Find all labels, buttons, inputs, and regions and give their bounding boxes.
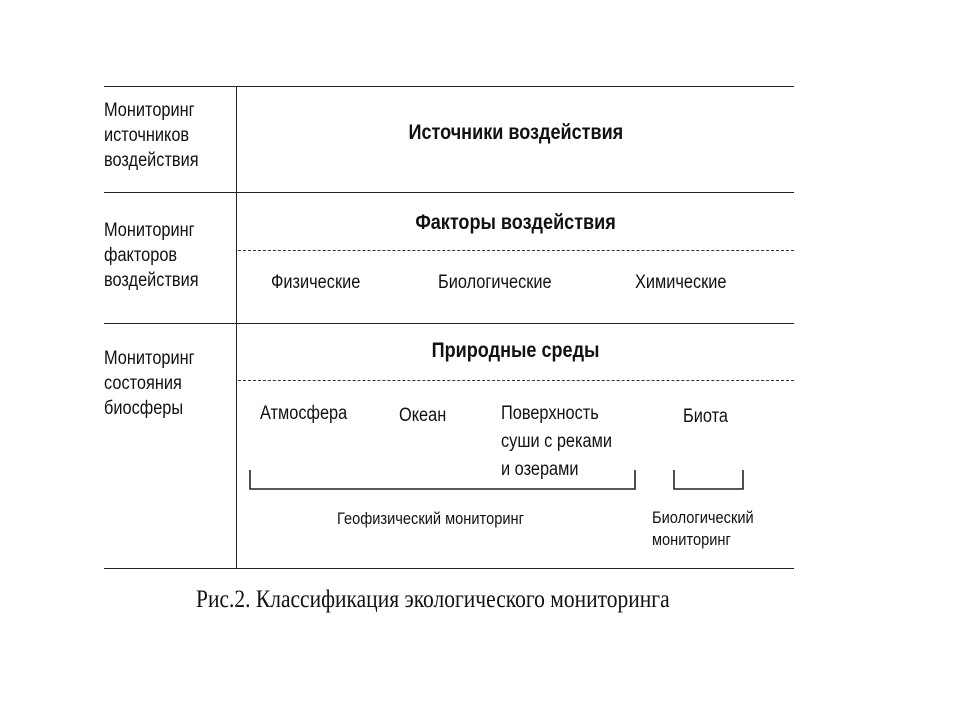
heading-natural-media: Природные среды xyxy=(432,339,600,362)
group-biological-monitoring: Биологический мониторинг xyxy=(652,508,754,549)
bottom-border xyxy=(104,568,794,569)
dashed-divider-factors xyxy=(238,250,794,251)
bracket-geophysical xyxy=(240,462,650,496)
figure-caption: Рис.2. Классификация экологического мониторинга xyxy=(196,586,670,613)
column-divider xyxy=(236,86,237,569)
label-factors-monitoring: Мониторинг факторов воздействия xyxy=(104,220,199,291)
row-divider-2 xyxy=(104,323,794,324)
bracket-biological xyxy=(664,462,754,496)
medium-atmosphere: Атмосфера xyxy=(260,403,348,424)
label-sources-monitoring: Мониторинг источников воздействия xyxy=(104,100,199,171)
top-border xyxy=(104,86,794,87)
medium-ocean: Океан xyxy=(399,405,447,426)
row-divider-1 xyxy=(104,192,794,193)
factor-physical: Физические xyxy=(271,272,361,293)
factor-biological: Биологические xyxy=(438,272,552,293)
factor-chemical: Химические xyxy=(635,272,727,293)
medium-biota: Биота xyxy=(683,406,728,427)
group-geophysical-monitoring: Геофизический мониторинг xyxy=(337,509,524,528)
medium-land-surface: Поверхность суши с реками и озерами xyxy=(501,403,612,480)
heading-factors: Факторы воздействия xyxy=(415,211,617,234)
label-biosphere-monitoring: Мониторинг состояния биосферы xyxy=(104,348,195,419)
heading-sources: Источники воздействия xyxy=(408,121,624,144)
dashed-divider-media xyxy=(238,380,794,381)
